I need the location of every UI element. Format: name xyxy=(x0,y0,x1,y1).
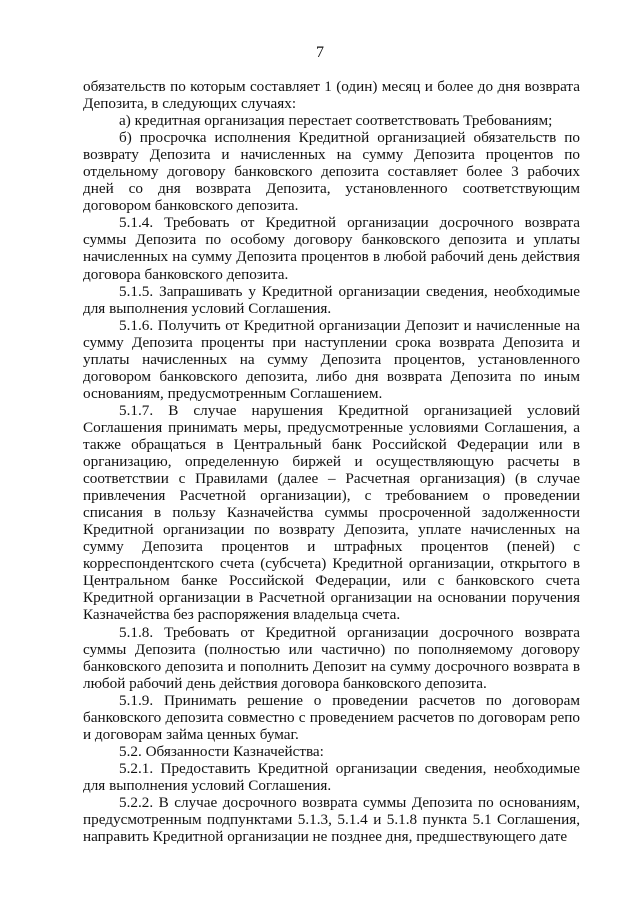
paragraph-5-1-7: 5.1.7. В случае нарушения Кредитной организацией условий Соглашения принимать меры, предусмотренные условиями Соглашения, а также обращаться в Центральный банк Российской Федерации или в организацию, определенную биржей и осуществляющую расчеты в соответствии с Правилами (далее – Расчетная организация) (в случае привлечения Расчетной организации), с требованием о проведении списания в пользу Казначейства суммы просроченной задолженности Кредитной организации по возврату Депозита, уплате начисленных на сумму Депозита процентов и штрафных процентов (пеней) с корреспондентского счета (субсчета) Кредитной организации, открытого в Центральном банке Российской Федерации, или с банковского счета Кредитной организации в Расчетной организации на основании поручения Казначейства без распоряжения владельца счета. xyxy=(83,401,580,624)
paragraph-continuation: обязательств по которым составляет 1 (один) месяц и более до дня возврата Депозита, в следующих случаях: xyxy=(83,78,580,113)
paragraph-5-2-1: 5.2.1. Предоставить Кредитной организации сведения, необходимые для выполнения условий Соглашения. xyxy=(83,759,580,794)
paragraph-item-b: б) просрочка исполнения Кредитной организацией обязательств по возврату Депозита и начисленных на сумму Депозита процентов по отдельному договору банковского депозита составляет более 3 рабочих дней со дня возврата Депозита, установленного соответствующим договором банковского депозита. xyxy=(83,129,580,215)
paragraph-5-2: 5.2. Обязанности Казначейства: xyxy=(119,742,324,760)
paragraph-5-1-8: 5.1.8. Требовать от Кредитной организации досрочного возврата суммы Депозита (полностью или частично) по пополняемому договору банковского депозита и пополнить Депозит на сумму досрочного возврата в любой рабочий день действия договора банковского депозита. xyxy=(83,623,580,692)
document-body xyxy=(83,78,580,845)
paragraph-5-2-2: 5.2.2. В случае досрочного возврата суммы Депозита по основаниям, предусмотренным подпунктами 5.1.3, 5.1.4 и 5.1.8 пункта 5.1 Соглашения, направить Кредитной организации не позднее дня, предшествующего дате xyxy=(83,793,580,846)
page-number: 7 xyxy=(316,44,324,61)
paragraph-5-1-9: 5.1.9. Принимать решение о проведении расчетов по договорам банковского депозита совместно с проведением расчетов по договорам репо и договорам займа ценных бумаг. xyxy=(83,691,580,743)
paragraph-5-1-4: 5.1.4. Требовать от Кредитной организации досрочного возврата суммы Депозита по особому договору банковского депозита и уплаты начисленных на сумму Депозита процентов в любой рабочий день действия договора банковского депозита. xyxy=(83,214,580,283)
paragraph-item-a: а) кредитная организация перестает соответствовать Требованиям; xyxy=(119,112,553,130)
paragraph-5-1-6: 5.1.6. Получить от Кредитной организации Депозит и начисленные на сумму Депозита проценты при наступлении срока возврата Депозита и уплаты начисленных на сумму Депозита процентов, установленного договором банковского депозита, либо дня возврата Депозита по иным основаниям, предусмотренным Соглашением. xyxy=(83,316,580,402)
paragraph-5-1-5: 5.1.5. Запрашивать у Кредитной организации сведения, необходимые для выполнения условий Соглашения. xyxy=(83,282,580,317)
